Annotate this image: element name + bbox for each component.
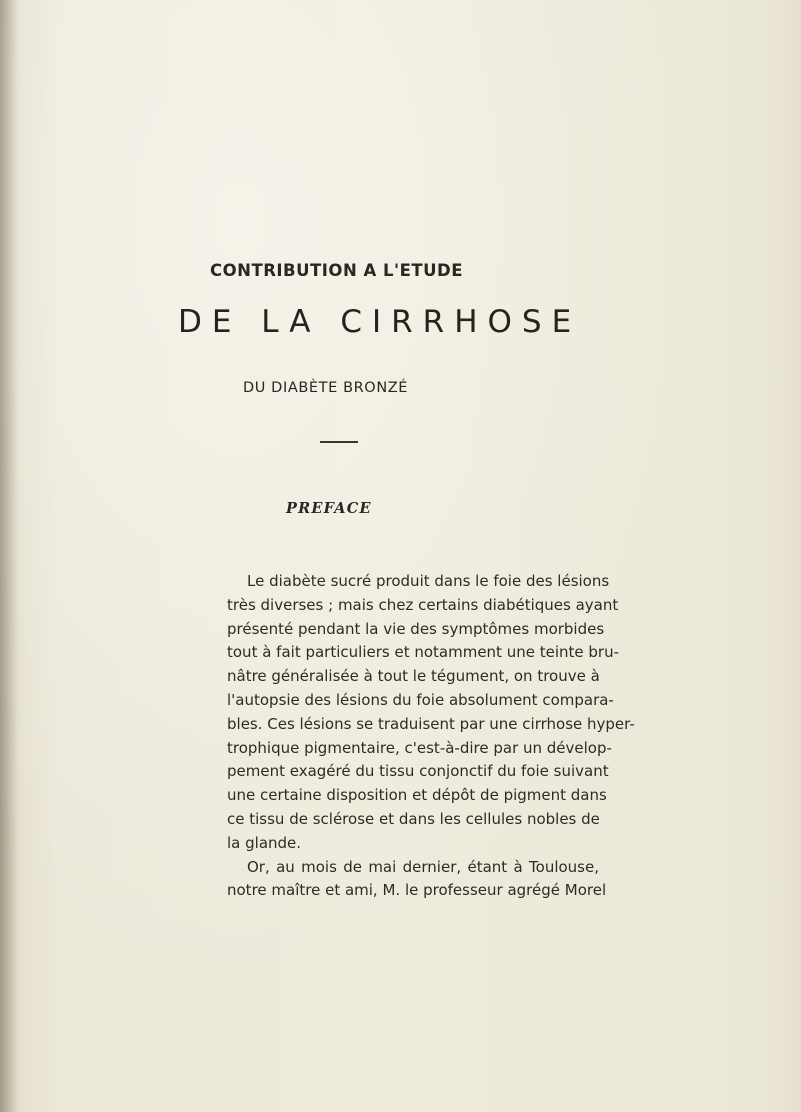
text-line: ce tissu de sclérose et dans les cellules nobles de [227, 809, 600, 828]
title-line-diabete: DU DIABÈTE BRONZÉ [243, 380, 409, 396]
text-line: bles. Ces lésions se traduisent par une cirrhose hyper- [227, 714, 635, 733]
body-text [227, 570, 635, 903]
title-line-contribution: CONTRIBUTION A L'ETUDE [210, 261, 463, 280]
text-line: Le diabète sucré produit dans le foie des lésions [247, 572, 610, 590]
text-line: nâtre généralisée à tout le tégument, on trouve à [227, 667, 600, 686]
text-line: trophique pigmentaire, c'est-à-dire par un dévelop- [227, 738, 612, 757]
page-edge-shadow [0, 0, 18, 1112]
text-line: l'autopsie des lésions du foie absolument compara- [227, 690, 614, 709]
text-line: Or, au mois de mai dernier, étant à Toulouse, [247, 857, 599, 876]
text-line: notre maître et ami, M. le professeur agrégé Morel [227, 881, 607, 900]
text-line: tout à fait particuliers et notamment une teinte bru- [227, 643, 619, 662]
title-line-cirrhose: DE LA CIRRHOSE [178, 304, 582, 340]
text-line: très diverses ; mais chez certains diabétiques ayant [227, 595, 619, 614]
text-line: pement exagéré du tissu conjonctif du foie suivant [227, 762, 609, 781]
text-line: présenté pendant la vie des symptômes morbides [227, 619, 605, 638]
separator-rule [320, 441, 358, 443]
text-line: une certaine disposition et dépôt de pigment dans [227, 786, 607, 805]
text-line: la glande. [227, 833, 302, 852]
preface-heading: PREFACE [286, 500, 372, 517]
